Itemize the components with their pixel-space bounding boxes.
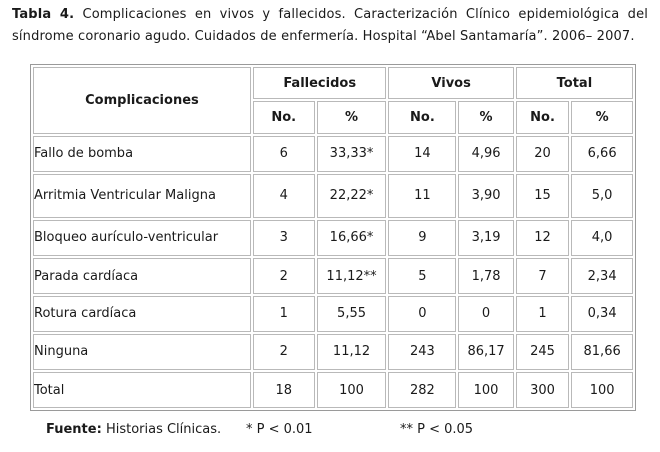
row-label: Rotura cardíaca — [33, 296, 251, 332]
table-cell: 4,96 — [458, 136, 514, 172]
table-cell: 0 — [458, 296, 514, 332]
footer-source-label: Fuente: — [46, 422, 102, 437]
table-cell: 243 — [388, 334, 456, 371]
table-cell: 4 — [253, 174, 315, 218]
subheader-pct: % — [317, 101, 387, 134]
table-row — [33, 258, 633, 294]
caption-text: Complicaciones en vivos y fallecidos. Caracterización Clínico epidemiológica del síndrome coronario agudo. Cuidados de enfermería. Hospital “Abel Santamaría”. 2006– 2007. — [12, 7, 648, 44]
table-cell: 3 — [253, 220, 315, 257]
table-cell: 4,0 — [571, 220, 633, 257]
table-row — [33, 174, 633, 218]
subheader-no: No. — [516, 101, 569, 134]
table-cell: 86,17 — [458, 334, 514, 371]
table-cell: 16,66* — [317, 220, 387, 257]
subheader-pct: % — [571, 101, 633, 134]
table-cell: 0,34 — [571, 296, 633, 332]
table-cell: 22,22* — [317, 174, 387, 218]
subheader-pct: % — [458, 101, 514, 134]
table-cell: 3,90 — [458, 174, 514, 218]
table-row — [33, 296, 633, 332]
table-cell: 18 — [253, 372, 315, 408]
table-cell: 11,12 — [317, 334, 387, 371]
table-cell: 100 — [458, 372, 514, 408]
table-cell: 6 — [253, 136, 315, 172]
row-label: Bloqueo aurículo-ventricular — [33, 220, 251, 257]
table-row — [33, 136, 633, 172]
table-cell: 15 — [516, 174, 569, 218]
table-cell: 2 — [253, 334, 315, 371]
complications-table — [30, 64, 636, 411]
subheader-no: No. — [388, 101, 456, 134]
table-cell: 3,19 — [458, 220, 514, 257]
table-cell: 6,66 — [571, 136, 633, 172]
table-cell: 245 — [516, 334, 569, 371]
table-cell: 11 — [388, 174, 456, 218]
row-label: Fallo de bomba — [33, 136, 251, 172]
header-group-vivos: Vivos — [388, 67, 513, 99]
footer-source-text: Historias Clínicas. — [105, 422, 222, 437]
table-cell: 282 — [388, 372, 456, 408]
table-cell: 5,55 — [317, 296, 387, 332]
table-row — [33, 334, 633, 371]
table-cell: 11,12** — [317, 258, 387, 294]
row-label: Ninguna — [33, 334, 251, 371]
row-label: Arritmia Ventricular Maligna — [33, 174, 251, 218]
table-row — [33, 372, 633, 408]
table-cell: 2,34 — [571, 258, 633, 294]
table-cell: 81,66 — [571, 334, 633, 371]
row-label: Total — [33, 372, 251, 408]
table-cell: 7 — [516, 258, 569, 294]
table-cell: 33,33* — [317, 136, 387, 172]
table-cell: 9 — [388, 220, 456, 257]
footer-note-p001: * P < 0.01 — [246, 422, 313, 437]
table-cell: 1 — [253, 296, 315, 332]
table-cell: 100 — [317, 372, 387, 408]
table-cell: 5 — [388, 258, 456, 294]
table-row — [33, 220, 633, 257]
row-label: Parada cardíaca — [33, 258, 251, 294]
header-group-total: Total — [516, 67, 633, 99]
header-group-fallecidos: Fallecidos — [253, 67, 387, 99]
header-complicaciones: Complicaciones — [33, 67, 251, 134]
table-cell: 12 — [516, 220, 569, 257]
table-cell: 1,78 — [458, 258, 514, 294]
table-cell: 2 — [253, 258, 315, 294]
table-cell: 0 — [388, 296, 456, 332]
footer-source — [46, 422, 221, 437]
subheader-no: No. — [253, 101, 315, 134]
table-cell: 14 — [388, 136, 456, 172]
table-cell: 20 — [516, 136, 569, 172]
table-cell: 5,0 — [571, 174, 633, 218]
footer-note-p005: ** P < 0.05 — [400, 422, 474, 437]
table-cell: 1 — [516, 296, 569, 332]
caption-label: Tabla 4. — [12, 7, 75, 22]
table-cell: 300 — [516, 372, 569, 408]
table-cell: 100 — [571, 372, 633, 408]
table-caption — [12, 4, 648, 48]
